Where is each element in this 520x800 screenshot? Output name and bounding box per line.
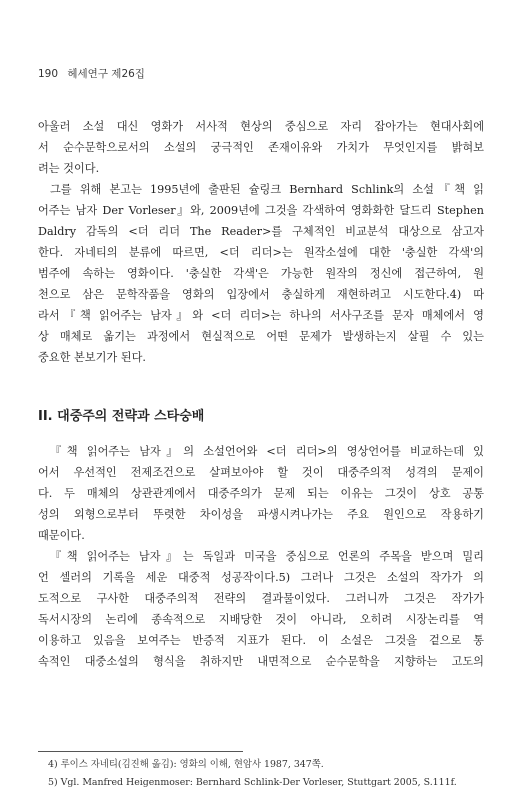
page-number: 190	[38, 68, 59, 80]
text-line: 라서『책 읽어주는 남자』와 <더 리더>는 하나의 서사구조를 문자 매체에서 영	[38, 309, 484, 322]
text-line: 속적인 대중소설의 형식을 취하지만 내면적으로 순수문학을 지향하는 고도의	[38, 655, 484, 668]
text-line: 한다. 자네티의 분류에 따르면, <더 리더>는 원작소설에 대한 '충실한 각색'의	[38, 246, 484, 259]
text-line: 어주는 남자 Der Vorleser』와, 2009년에 그것을 각색하여 영화화한 달드리 Stephen	[38, 204, 484, 217]
footnote-divider	[38, 751, 243, 752]
journal-title: 헤세연구 제26집	[67, 68, 145, 80]
text-line: 도적으로 구사한 대중주의적 전략의 결과물이었다. 그러니까 그것은 작가가	[38, 592, 484, 605]
text-line: 다. 두 매체의 상관관계에서 대중주의가 문제 되는 이유는 그것이 상호 공통	[38, 487, 484, 500]
text-line: 려는 것이다.	[38, 162, 100, 175]
text-line: 아울러 소설 대신 영화가 서사적 현상의 중심으로 자리 잡아가는 현대사회에	[38, 120, 484, 133]
section-heading: II. 대중주의 전략과 스타숭배	[38, 409, 205, 424]
footnote-5: 5) Vgl. Manfred Heigenmoser: Bernhard Schlink-Der Vorleser, Stuttgart 2005, S.111f.	[48, 777, 457, 788]
text-line: 『책 읽어주는 남자』는 독일과 미국을 중심으로 언론의 주목을 받으며 밀리	[50, 550, 484, 563]
footnote-4: 4) 루이스 자네티(김진해 옮김): 영화의 이해, 현암사 1987, 347쪽.	[48, 759, 324, 770]
text-line: 범주에 속하는 영화이다. '충실한 각색'은 가능한 원작의 정신에 접근하여, 원	[38, 267, 484, 280]
running-header	[38, 66, 145, 81]
text-line: 성의 외형으로부터 뚜렷한 차이성을 파생시켜나가는 주요 원인으로 작용하기	[38, 508, 484, 521]
text-line: 이용하고 있음을 보여주는 반증적 지표가 된다. 이 소설은 그것을 겉으로 통	[38, 634, 484, 647]
text-line: 서 순수문학으로서의 소설의 궁극적인 존재이유와 가치가 무엇인지를 밝혀보	[38, 141, 484, 154]
text-line: 그를 위해 본고는 1995년에 출판된 슐링크 Bernhard Schlink의 소설『책 읽	[50, 183, 484, 196]
text-line: 어서 우선적인 전제조건으로 살펴보아야 할 것이 대중주의적 성격의 문제이	[38, 466, 484, 479]
text-line: 천으로 삼은 문학작품을 영화의 입장에서 충실하게 재현하려고 시도한다.4) 따	[38, 288, 484, 301]
text-line: 중요한 본보기가 된다.	[38, 351, 146, 364]
text-line: 언 셀러의 기록을 세운 대중적 성공작이다.5) 그러나 그것은 소설의 작가가 의	[38, 571, 484, 584]
text-line: 때문이다.	[38, 529, 85, 542]
text-line: Daldry 감독의 <더 리더 The Reader>를 구체적인 비교분석 대상으로 삼고자	[38, 225, 484, 238]
text-line: 『책 읽어주는 남자』의 소설언어와 <더 리더>의 영상언어를 비교하는데 있	[50, 445, 484, 458]
text-line: 독서시장의 논리에 종속적으로 지배당한 것이 아니라, 오히려 시장논리를 역	[38, 613, 484, 626]
text-line: 상 매체로 옮기는 과정에서 현실적으로 어떤 문제가 발생하는지 살필 수 있는	[38, 330, 484, 343]
